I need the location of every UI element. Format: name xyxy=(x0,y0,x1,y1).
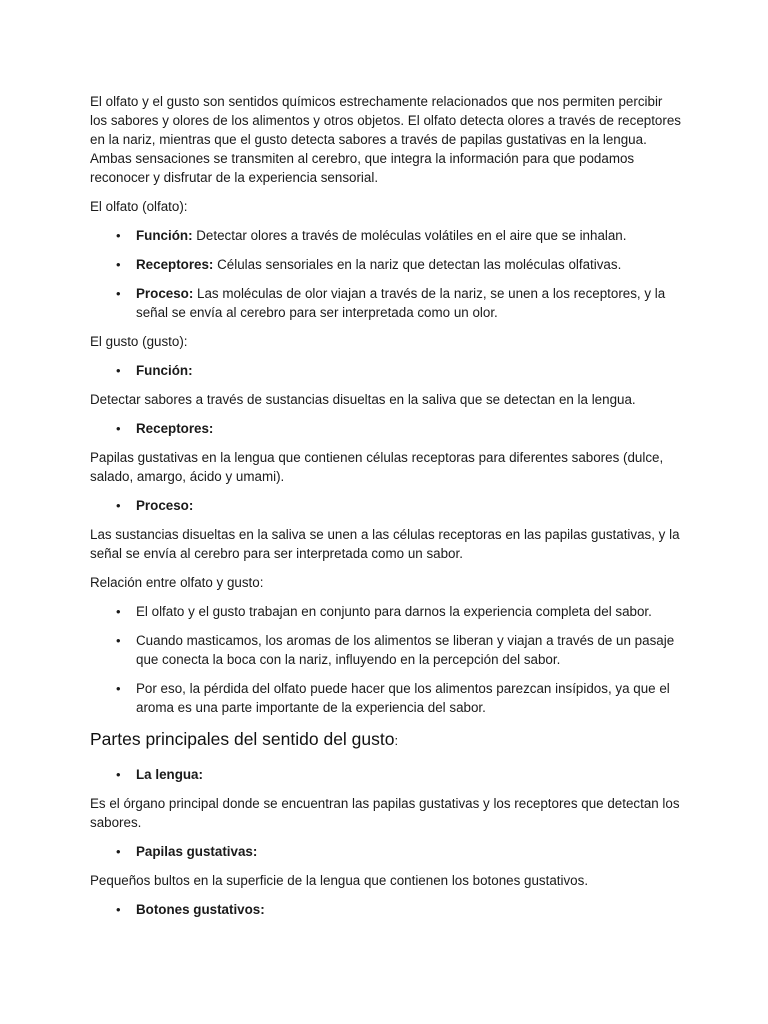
item-label: Receptores: xyxy=(136,257,214,272)
gusto-funcion-list xyxy=(90,361,682,380)
relacion-list xyxy=(90,602,682,717)
gusto-funcion-text: Detectar sabores a través de sustancias disueltas en la saliva que se detectan en la lengua. xyxy=(90,392,636,407)
partes-heading xyxy=(90,727,682,753)
partes-lengua-list xyxy=(90,765,682,784)
list-item xyxy=(90,255,682,274)
partes-papilas-list xyxy=(90,842,682,861)
gusto-proceso-list xyxy=(90,496,682,515)
gusto-proceso-text: Las sustancias disueltas en la saliva se unen a las células receptoras en las papilas gustativas, y la señal se envía al cerebro para ser interpretada como un sabor. xyxy=(90,527,680,561)
olfato-heading: El olfato (olfato): xyxy=(90,199,188,214)
gusto-receptores-list xyxy=(90,419,682,438)
list-item xyxy=(90,496,682,515)
partes-heading-text: Partes principales del sentido del gusto xyxy=(90,729,395,749)
relacion-heading: Relación entre olfato y gusto: xyxy=(90,575,264,590)
item-label: Papilas gustativas: xyxy=(136,844,258,859)
partes-heading-colon: : xyxy=(394,733,399,748)
item-text: Las moléculas de olor viajan a través de la nariz, se unen a los receptores, y la señal se envía al cerebro para ser interpretada como un olor. xyxy=(136,286,666,320)
item-label: Función: xyxy=(136,228,193,243)
item-text: Células sensoriales en la nariz que detectan las moléculas olfativas. xyxy=(213,257,622,272)
item-label: Receptores: xyxy=(136,421,214,436)
item-label: Proceso: xyxy=(136,498,194,513)
intro-paragraph: El olfato y el gusto son sentidos químicos estrechamente relacionados que nos permiten percibir los sabores y olores de los alimentos y otros objetos. El olfato detecta olores a través de receptores en la nariz, mientras que el gusto detecta sabores a través de papilas gustativas en la lengua. Ambas sensaciones se transmiten al cerebro, que integra la información para que podamos reconocer y disfrutar de la experiencia sensorial. xyxy=(90,94,681,185)
gusto-heading: El gusto (gusto): xyxy=(90,334,188,349)
list-item xyxy=(90,361,682,380)
item-label: Proceso: xyxy=(136,286,194,301)
list-item xyxy=(90,842,682,861)
list-item: • El olfato y el gusto trabajan en conjunto para darnos la experiencia completa del sabor. xyxy=(90,602,682,621)
list-item: • Por eso, la pérdida del olfato puede hacer que los alimentos parezcan insípidos, ya que el aroma es una parte importante de la experiencia del sabor. xyxy=(90,679,682,717)
list-item xyxy=(90,226,682,245)
partes-papilas-text: Pequeños bultos en la superficie de la lengua que contienen los botones gustativos. xyxy=(90,873,589,888)
item-label: Función: xyxy=(136,363,193,378)
olfato-list xyxy=(90,226,682,322)
partes-lengua-text: Es el órgano principal donde se encuentran las papilas gustativas y los receptores que detectan los sabores. xyxy=(90,796,680,830)
list-item: • Cuando masticamos, los aromas de los alimentos se liberan y viajan a través de un pasaje que conecta la boca con la nariz, influyendo en la percepción del sabor. xyxy=(90,631,682,669)
list-item xyxy=(90,765,682,784)
list-item xyxy=(90,900,682,919)
item-label: La lengua: xyxy=(136,767,203,782)
item-label: Botones gustativos: xyxy=(136,902,265,917)
list-item xyxy=(90,284,682,322)
gusto-receptores-text: Papilas gustativas en la lengua que contienen células receptoras para diferentes sabores (dulce, salado, amargo, ácido y umami). xyxy=(90,450,664,484)
partes-botones-list xyxy=(90,900,682,919)
list-item xyxy=(90,419,682,438)
item-text: Detectar olores a través de moléculas volátiles en el aire que se inhalan. xyxy=(192,228,627,243)
